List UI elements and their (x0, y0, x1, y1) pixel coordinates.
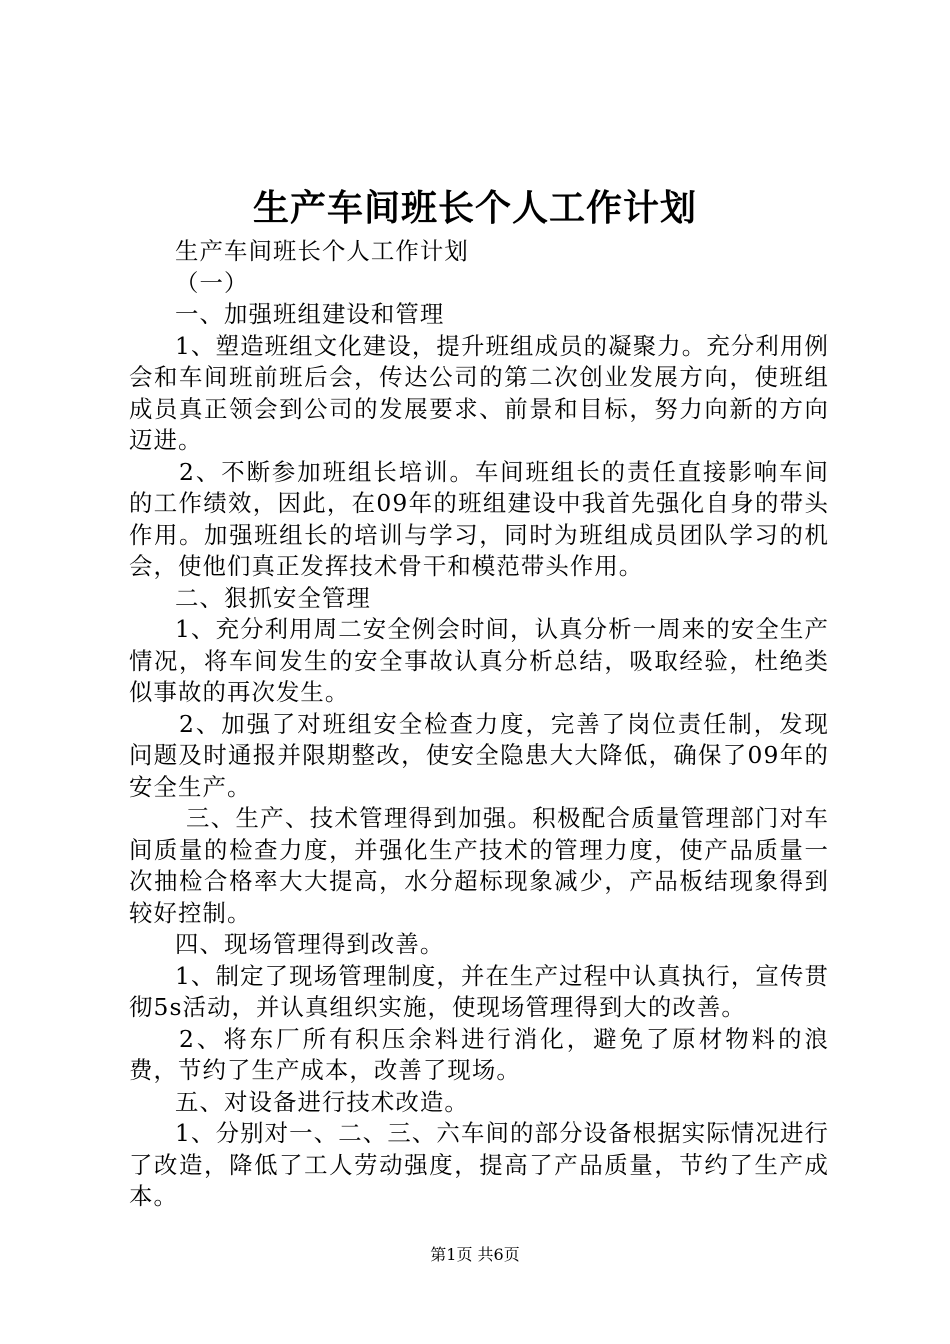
body-paragraph: 1、充分利用周二安全例会时间，认真分析一周来的安全生产情况，将车间发生的安全事故认真分析总结，吸取经验，杜绝类似事故的再次发生。 (129, 615, 829, 706)
body-paragraph: 1、制定了现场管理制度，并在生产过程中认真执行，宣传贯彻5s活动，并认真组织实施，使现场管理得到大的改善。 (129, 961, 829, 1021)
body-paragraph: 三、生产、技术管理得到加强。积极配合质量管理部门对车间质量的检查力度，并强化生产技术的管理力度，使产品质量一次抽检合格率大大提高，水分超标现象减少，产品板结现象得到较好控制。 (129, 804, 829, 927)
document-body (129, 236, 829, 1213)
section-number-paragraph: （一） (175, 268, 249, 297)
subtitle-paragraph: 生产车间班长个人工作计划 (175, 237, 469, 265)
body-paragraph: 2、加强了对班组安全检查力度，完善了岗位责任制，发现问题及时通报并限期整改，使安全隐患大大降低，确保了09年的安全生产。 (129, 709, 829, 801)
heading-paragraph: 二、狠抓安全管理 (175, 583, 371, 612)
heading-paragraph: 五、对设备进行技术改造。 (175, 1087, 469, 1116)
body-paragraph: 1、塑造班组文化建设，提升班组成员的凝聚力。充分利用例会和车间班前班后会，传达公司的第二次创业发展方向，使班组成员真正领会到公司的发展要求、前景和目标，努力向新的方向迈进。 (129, 331, 829, 454)
heading-paragraph: 四、现场管理得到改善。 (175, 930, 445, 958)
body-paragraph: 2、不断参加班组长培训。车间班组长的责任直接影响车间的工作绩效，因此，在09年的班组建设中我首先强化自身的带头作用。加强班组长的培训与学习，同时为班组成员团队学习的机会，使他们真正发挥技术骨干和模范带头作用。 (129, 457, 829, 580)
body-paragraph: 2、将东厂所有积压余料进行消化，避免了原材物料的浪费，节约了生产成本，改善了现场。 (129, 1024, 829, 1084)
heading-paragraph: 一、加强班组建设和管理 (175, 300, 445, 328)
document-title: 生产车间班长个人工作计划 (252, 187, 697, 229)
page-footer: 第1页 共6页 (430, 1245, 520, 1264)
body-paragraph: 1、分别对一、二、三、六车间的部分设备根据实际情况进行了改造，降低了工人劳动强度，提高了产品质量，节约了生产成本。 (129, 1119, 829, 1210)
